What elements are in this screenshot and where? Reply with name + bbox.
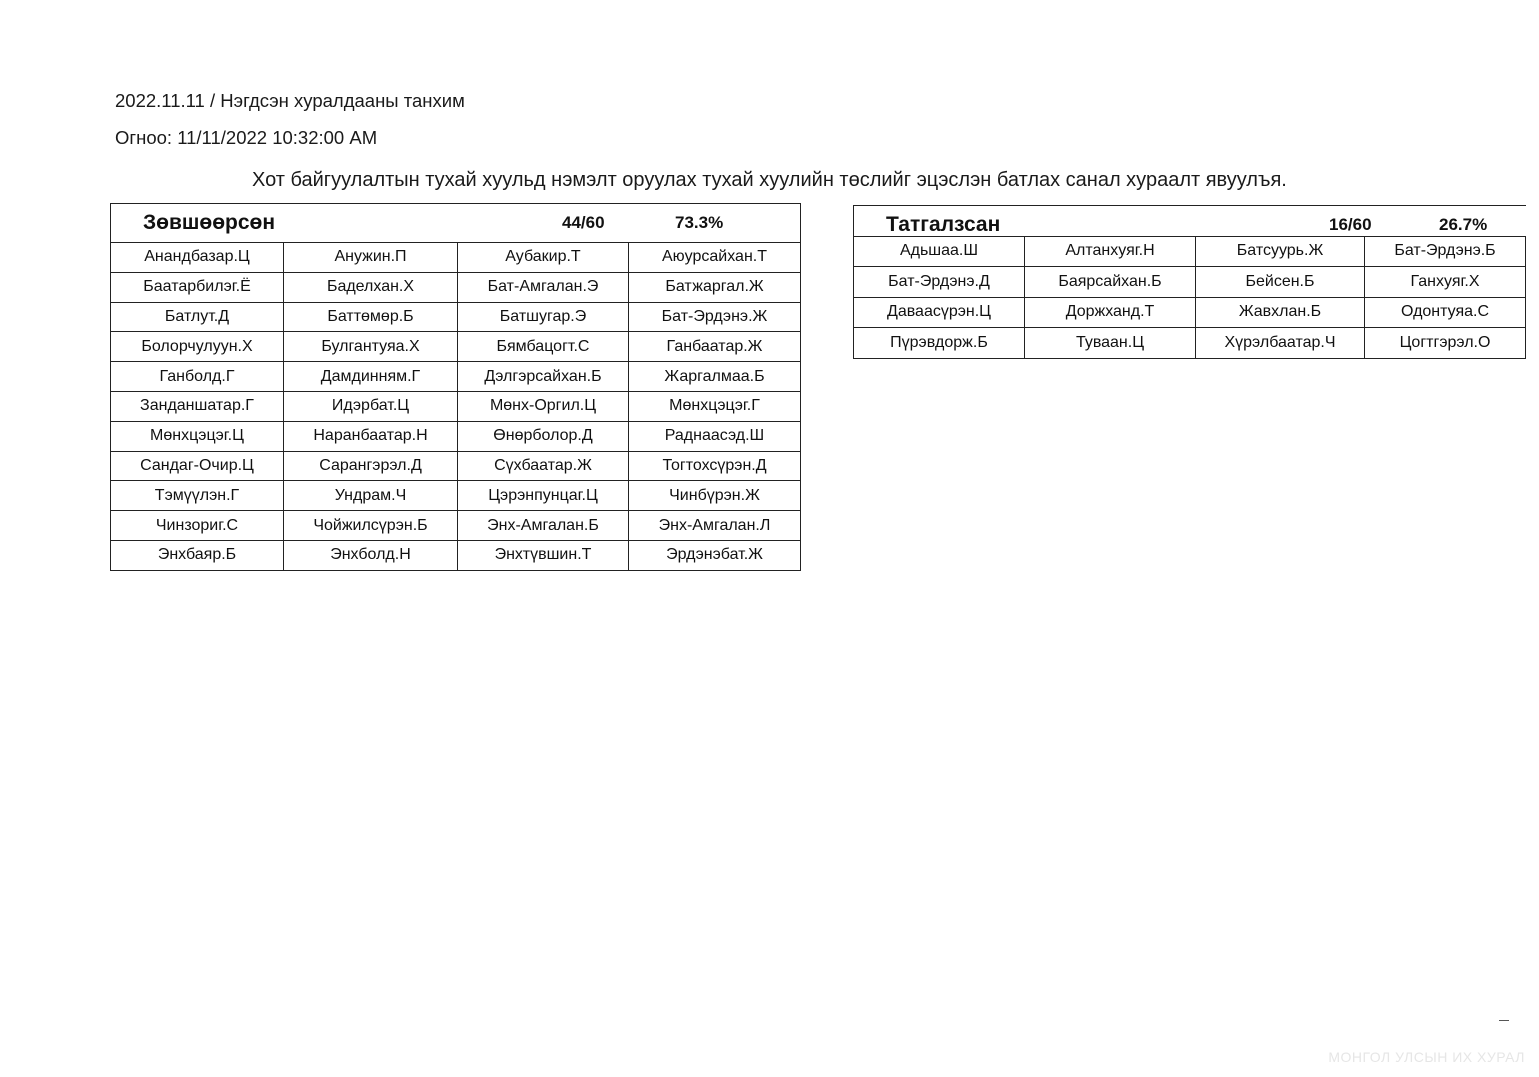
member-name-cell: Энхбаяр.Б [111,540,284,570]
reject-title: Татгалзсан [886,213,1001,236]
session-line: 2022.11.11 / Нэгдсэн хуралдааны танхим [115,90,465,111]
member-name-cell: Энх-Амгалан.Б [458,511,629,541]
member-name-cell: Өнөрболор.Д [458,421,629,451]
member-name-cell: Ганболд.Г [111,362,284,392]
member-name-cell: Бат-Эрдэнэ.Ж [629,302,801,332]
member-name-cell: Жавхлан.Б [1196,297,1365,328]
member-name-cell: Бейсен.Б [1196,267,1365,298]
member-name-cell: Бямбацогт.С [458,332,629,362]
approve-title: Зөвшөөрсөн [143,211,276,234]
member-name-cell: Болорчулуун.Х [111,332,284,362]
member-name-cell: Батлут.Д [111,302,284,332]
member-name-cell: Занданшатар.Г [111,391,284,421]
member-name-cell: Доржханд.Т [1025,297,1196,328]
member-name-cell: Раднаасэд.Ш [629,421,801,451]
member-name-cell: Сарангэрэл.Д [284,451,458,481]
member-name-cell: Ганбаатар.Ж [629,332,801,362]
member-name-cell: Аюурсайхан.Т [629,243,801,273]
member-name-cell: Дамдинням.Г [284,362,458,392]
member-name-cell: Баттөмөр.Б [284,302,458,332]
member-name-cell: Алтанхуяг.Н [1025,236,1196,267]
table-row [111,481,801,511]
member-name-cell: Мөнхцэцэг.Г [629,391,801,421]
table-row [111,511,801,541]
member-name-cell: Сандаг-Очир.Ц [111,451,284,481]
member-name-cell: Баярсайхан.Б [1025,267,1196,298]
member-name-cell: Ганхуяг.Х [1365,267,1526,298]
table-row [854,328,1526,359]
member-name-cell: Баатарбилэг.Ё [111,272,284,302]
table-row [854,236,1526,267]
member-name-cell: Бат-Эрдэнэ.Д [854,267,1025,298]
member-name-cell: Сүхбаатар.Ж [458,451,629,481]
member-name-cell: Анандбазар.Ц [111,243,284,273]
scan-mark [1499,1020,1509,1021]
reject-body [854,236,1526,358]
member-name-cell: Энхтүвшин.Т [458,540,629,570]
member-name-cell: Одонтуяа.С [1365,297,1526,328]
member-name-cell: Энх-Амгалан.Л [629,511,801,541]
member-name-cell: Жаргалмаа.Б [629,362,801,392]
reject-count: 16/60 [1329,215,1372,234]
member-name-cell: Батсуурь.Ж [1196,236,1365,267]
member-name-cell: Хүрэлбаатар.Ч [1196,328,1365,359]
member-name-cell: Тэмүүлэн.Г [111,481,284,511]
member-name-cell: Батшугар.Э [458,302,629,332]
table-row [111,421,801,451]
member-name-cell: Анужин.П [284,243,458,273]
date-line: Огноо: 11/11/2022 10:32:00 AM [115,127,378,148]
vote-question: Хот байгуулалтын тухай хуульд нэмэлт оруулах тухай хуулийн төслийг эцэслэн батлах санал хураалт явуулъя. [252,169,1287,191]
member-name-cell: Цогтгэрэл.О [1365,328,1526,359]
member-name-cell: Аубакир.Т [458,243,629,273]
table-row [111,302,801,332]
table-row [111,451,801,481]
reject-header-row [854,206,1526,237]
member-name-cell: Цэрэнпунцаг.Ц [458,481,629,511]
member-name-cell: Дэлгэрсайхан.Б [458,362,629,392]
approve-header-row [111,204,801,243]
table-row [111,362,801,392]
member-name-cell: Мөнх-Оргил.Ц [458,391,629,421]
member-name-cell: Тогтохсүрэн.Д [629,451,801,481]
member-name-cell: Адьшаа.Ш [854,236,1025,267]
member-name-cell: Чойжилсүрэн.Б [284,511,458,541]
table-row [111,391,801,421]
table-row [854,297,1526,328]
member-name-cell: Бат-Амгалан.Э [458,272,629,302]
member-name-cell: Батжаргал.Ж [629,272,801,302]
approve-header [111,204,801,243]
member-name-cell: Эрдэнэбат.Ж [629,540,801,570]
reject-header [854,206,1526,237]
approve-body [111,243,801,571]
member-name-cell: Пүрэвдорж.Б [854,328,1025,359]
table-row [111,272,801,302]
watermark: МОНГОЛ УЛСЫН ИХ ХУРАЛ [1328,1049,1525,1065]
member-name-cell: Идэрбат.Ц [284,391,458,421]
member-name-cell: Булгантуяа.Х [284,332,458,362]
table-row [111,540,801,570]
member-name-cell: Ундрам.Ч [284,481,458,511]
member-name-cell: Туваан.Ц [1025,328,1196,359]
table-row [854,267,1526,298]
approve-count: 44/60 [562,213,605,232]
approve-percent: 73.3% [675,213,724,232]
member-name-cell: Чинзориг.С [111,511,284,541]
table-row [111,332,801,362]
member-name-cell: Даваасүрэн.Ц [854,297,1025,328]
reject-table [853,205,1526,359]
table-row [111,243,801,273]
member-name-cell: Мөнхцэцэг.Ц [111,421,284,451]
member-name-cell: Энхболд.Н [284,540,458,570]
member-name-cell: Бат-Эрдэнэ.Б [1365,236,1526,267]
member-name-cell: Наранбаатар.Н [284,421,458,451]
member-name-cell: Баделхан.Х [284,272,458,302]
member-name-cell: Чинбүрэн.Ж [629,481,801,511]
reject-percent: 26.7% [1439,215,1488,234]
approve-table [110,203,801,571]
